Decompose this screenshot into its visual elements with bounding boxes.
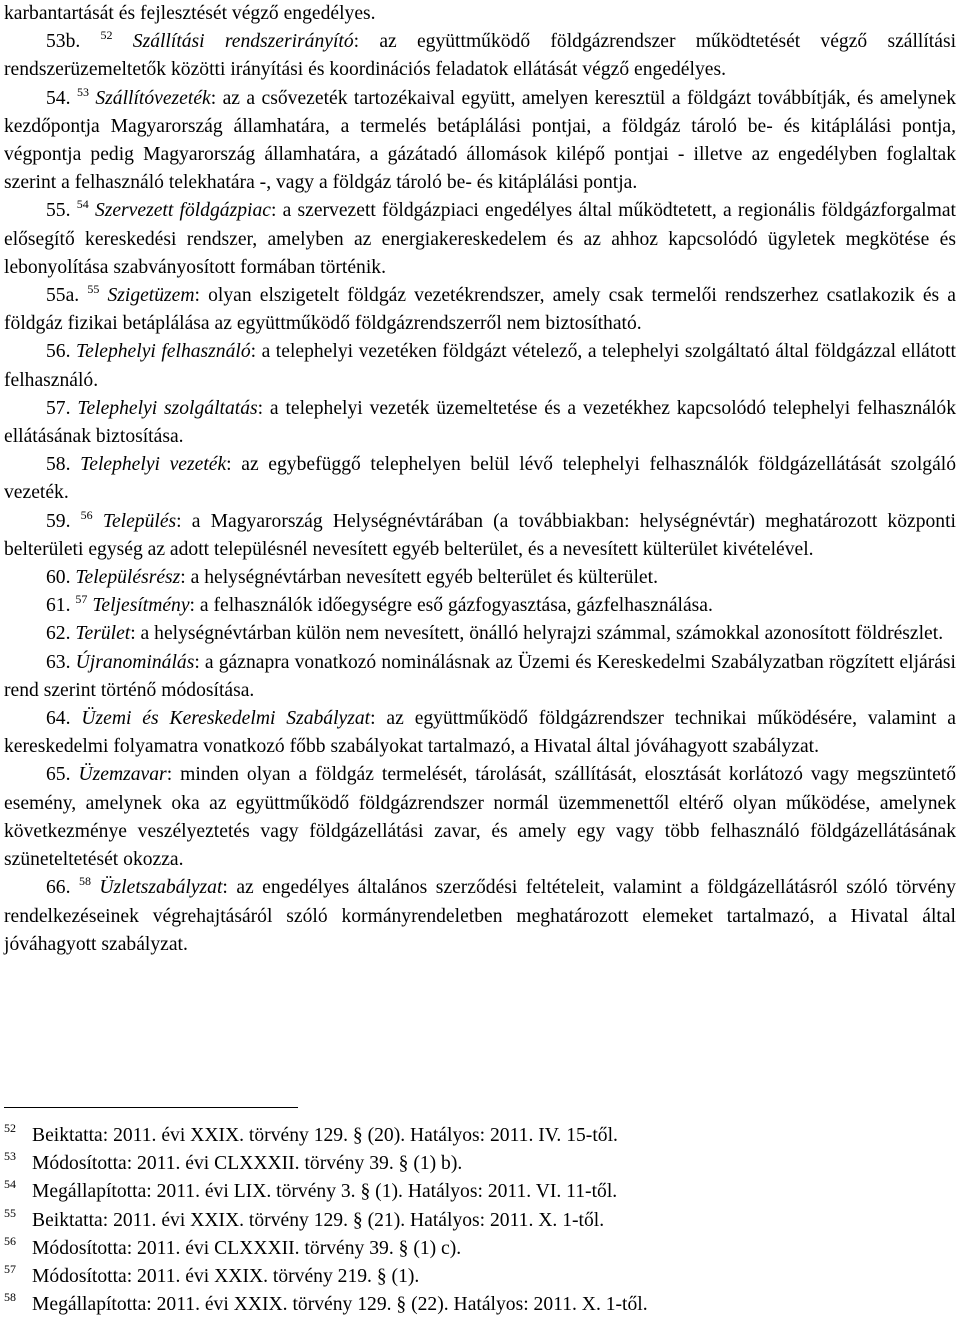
defined-term: Terület	[75, 623, 131, 645]
footnote-text: Beiktatta: 2011. évi XXIX. törvény 129. § (21). Hatályos: 2011. X. 1-től.	[32, 1209, 605, 1231]
footnote-text: Megállapította: 2011. évi LIX. törvény 3. § (1). Hatályos: 2011. VI. 11-től.	[32, 1181, 618, 1203]
definition-text: : a Magyarország Helységnévtárában (a továbbiakban: helységnévtár) meghatározott központi belterületi egység az adott településnél nevesített egyéb belterület, és a nevesített külterület kivételével.	[4, 510, 956, 560]
definition-paragraph	[4, 338, 956, 394]
footnote-number: 55	[4, 1205, 16, 1220]
definition-number: 63.	[46, 651, 71, 673]
definition-number: 60.	[46, 567, 71, 589]
defined-term: Telephelyi vezeték	[80, 454, 227, 476]
definition-text: : az a csővezeték tartozékaival együtt, amelyen keresztül a földgázt továbbítják, és amelynek kezdőpontja Magyarország államhatára, a termelés betáplálási pontjai, a földgáz tároló be- és kitáplálási pontja, végpontja pedig Magyarország államhatára, a gázátadó állomások kilépő pontjai - illetve az engedélyben foglaltak szerint a felhasználó telekhatára -, vagy a földgáz tároló be- és kitáplálási pontja.	[4, 87, 956, 194]
footnote-number: 56	[4, 1233, 16, 1248]
definition-paragraph	[4, 705, 956, 761]
defined-term: Településrész	[75, 567, 181, 589]
definition-paragraph	[4, 85, 956, 198]
footnote-ref: 57	[75, 592, 88, 607]
defined-term: Üzletszabályzat	[99, 877, 223, 899]
defined-term: Telephelyi felhasználó	[76, 341, 251, 363]
document-body	[4, 0, 956, 959]
defined-term: Telephelyi szolgáltatás	[77, 397, 258, 419]
defined-term: Teljesítmény	[92, 595, 190, 617]
definition-number: 58.	[46, 454, 71, 476]
definition-paragraph	[4, 28, 956, 84]
definition-number: 55a.	[46, 285, 80, 307]
footnotes-section	[4, 1122, 648, 1319]
definition-paragraph	[4, 395, 956, 451]
defined-term: Újranominálás	[75, 651, 195, 673]
footnote-text: Megállapította: 2011. évi XXIX. törvény 129. § (22). Hatályos: 2011. X. 1-től.	[32, 1294, 648, 1316]
definition-text: : a telephelyi vezetéken földgázt vételező, a telephelyi szolgáltató által földgázzal ellátott felhasználó.	[4, 341, 956, 391]
defined-term: Szervezett földgázpiac	[94, 200, 271, 222]
definition-number: 57.	[46, 397, 71, 419]
definition-paragraph	[4, 592, 956, 620]
footnote-number: 52	[4, 1121, 16, 1135]
footnote	[4, 1207, 648, 1235]
definition-paragraph	[4, 451, 956, 507]
definition-text: : az engedélyes általános szerződési feltételeit, valamint a földgázellátásról szóló törvény rendelkezéseinek végrehajtásáról szóló kormányrendeletben meghatározott elemeket tartalmazó, a Hivatal által jóváhagyott szabályzat.	[4, 877, 956, 955]
footnote-number: 58	[4, 1290, 16, 1305]
definition-text: : olyan elszigetelt földgáz vezetékrendszer, amely csak termelői rendszerhez csatlakozik és a földgáz fizikai betáplálása az együttműködő földgázrendszerről nem biztosítható.	[4, 285, 956, 335]
definition-text: : a szervezett földgázpiaci engedélyes által működtetett, a regionális földgázforgalmat elősegítő kereskedési rendszer, amelyben az energiakereskedelem és az ahhoz kapcsolódó ügyletek megkötése és lebonyolítása szabványosított formában történik.	[4, 200, 956, 278]
definition-paragraph	[4, 0, 956, 28]
footnote-ref: 52	[100, 28, 113, 43]
defined-term: Szállítási rendszerirányító	[132, 31, 354, 53]
footnote	[4, 1235, 648, 1263]
definition-text: : a gáznapra vonatkozó nominálásnak az Üzemi és Kereskedelmi Szabályzatban rögzített eljárási rend szerint történő módosítása.	[4, 651, 956, 701]
definition-paragraph	[4, 197, 956, 282]
footnote-text: Módosította: 2011. évi CLXXXII. törvény 39. § (1) c).	[32, 1237, 462, 1259]
definition-text: : a helységnévtárban nevesített egyéb belterület és külterület.	[180, 567, 658, 589]
definition-text: karbantartását és fejlesztését végző engedélyes.	[4, 3, 376, 24]
definition-number: 66.	[46, 877, 71, 899]
footnote-number: 54	[4, 1177, 16, 1192]
footnote-number: 57	[4, 1262, 16, 1277]
footnote	[4, 1122, 648, 1150]
footnote-text: Beiktatta: 2011. évi XXIX. törvény 129. § (20). Hatályos: 2011. IV. 15-től.	[32, 1125, 618, 1146]
footnote-ref: 54	[76, 197, 89, 212]
definition-number: 61.	[46, 595, 71, 617]
footnote	[4, 1263, 648, 1291]
defined-term: Település	[102, 510, 177, 532]
definition-paragraph	[4, 874, 956, 959]
defined-term: Szállítóvezeték	[95, 87, 211, 109]
definition-paragraph	[4, 620, 956, 648]
definition-paragraph	[4, 761, 956, 874]
footnote-number: 53	[4, 1149, 16, 1164]
definition-text: : a helységnévtárban külön nem nevesített, önálló helyrajzi számmal, számokkal azonosított földrészlet.	[130, 623, 944, 645]
definition-number: 55.	[46, 200, 71, 222]
footnote	[4, 1291, 648, 1319]
definition-number: 62.	[46, 623, 71, 645]
footnote-text: Módosította: 2011. évi CLXXXII. törvény 39. § (1) b).	[32, 1153, 463, 1175]
footnote-ref: 53	[76, 84, 89, 99]
defined-term: Üzemi és Kereskedelmi Szabályzat	[81, 708, 371, 730]
footnote-text: Módosította: 2011. évi XXIX. törvény 219. § (1).	[32, 1266, 420, 1288]
definition-text: : az egybefüggő telephelyen belül lévő telephelyi felhasználók földgázellátását szolgáló vezeték.	[4, 454, 957, 504]
definition-number: 53b.	[46, 31, 81, 53]
definition-paragraph	[4, 282, 956, 338]
definition-text: : a telephelyi vezeték üzemeltetése és a vezetékhez kapcsolódó telephelyi felhasználók ellátásának biztosítása.	[4, 397, 957, 448]
footnote-ref: 58	[78, 874, 91, 889]
definition-number: 64.	[46, 708, 71, 730]
defined-term: Üzemzavar	[78, 764, 167, 786]
definition-number: 59.	[46, 510, 71, 532]
definition-text: : a felhasználók időegységre eső gázfogyasztása, gázfelhasználása.	[189, 595, 713, 617]
definition-text: : az együttműködő földgázrendszer technikai működésére, valamint a kereskedelmi folyamatra vonatkozó főbb szabályokat tartalmazó, a Hivatal által jóváhagyott szabályzat.	[4, 708, 956, 758]
defined-term: Szigetüzem	[107, 285, 195, 307]
footnote-separator	[4, 1107, 298, 1108]
definition-text: : az együttműködő földgázrendszer működtetését végző szállítási rendszerüzemeltetők közötti irányítási és koordinációs feladatok ellátását végző engedélyes.	[4, 31, 957, 81]
definition-number: 56.	[46, 341, 71, 363]
definition-number: 54.	[46, 87, 71, 109]
footnote	[4, 1178, 648, 1206]
definition-paragraph	[4, 649, 956, 705]
footnote-ref: 56	[80, 507, 93, 522]
definition-paragraph	[4, 508, 956, 564]
footnote-ref: 55	[87, 282, 100, 297]
definition-paragraph	[4, 564, 956, 592]
footnote	[4, 1150, 648, 1178]
definition-text: : minden olyan a földgáz termelését, tárolását, szállítását, elosztását korlátozó vagy megszüntető esemény, amelynek oka az együttműködő földgázrendszer normál üzemmenettől eltérő olyan működése, amelynek következménye veszélyeztetés vagy földgázellátási zavar, és amely egy vagy több felhasználó földgázellátásának szüneteltetését okozza.	[4, 764, 957, 871]
definition-number: 65.	[46, 764, 71, 786]
